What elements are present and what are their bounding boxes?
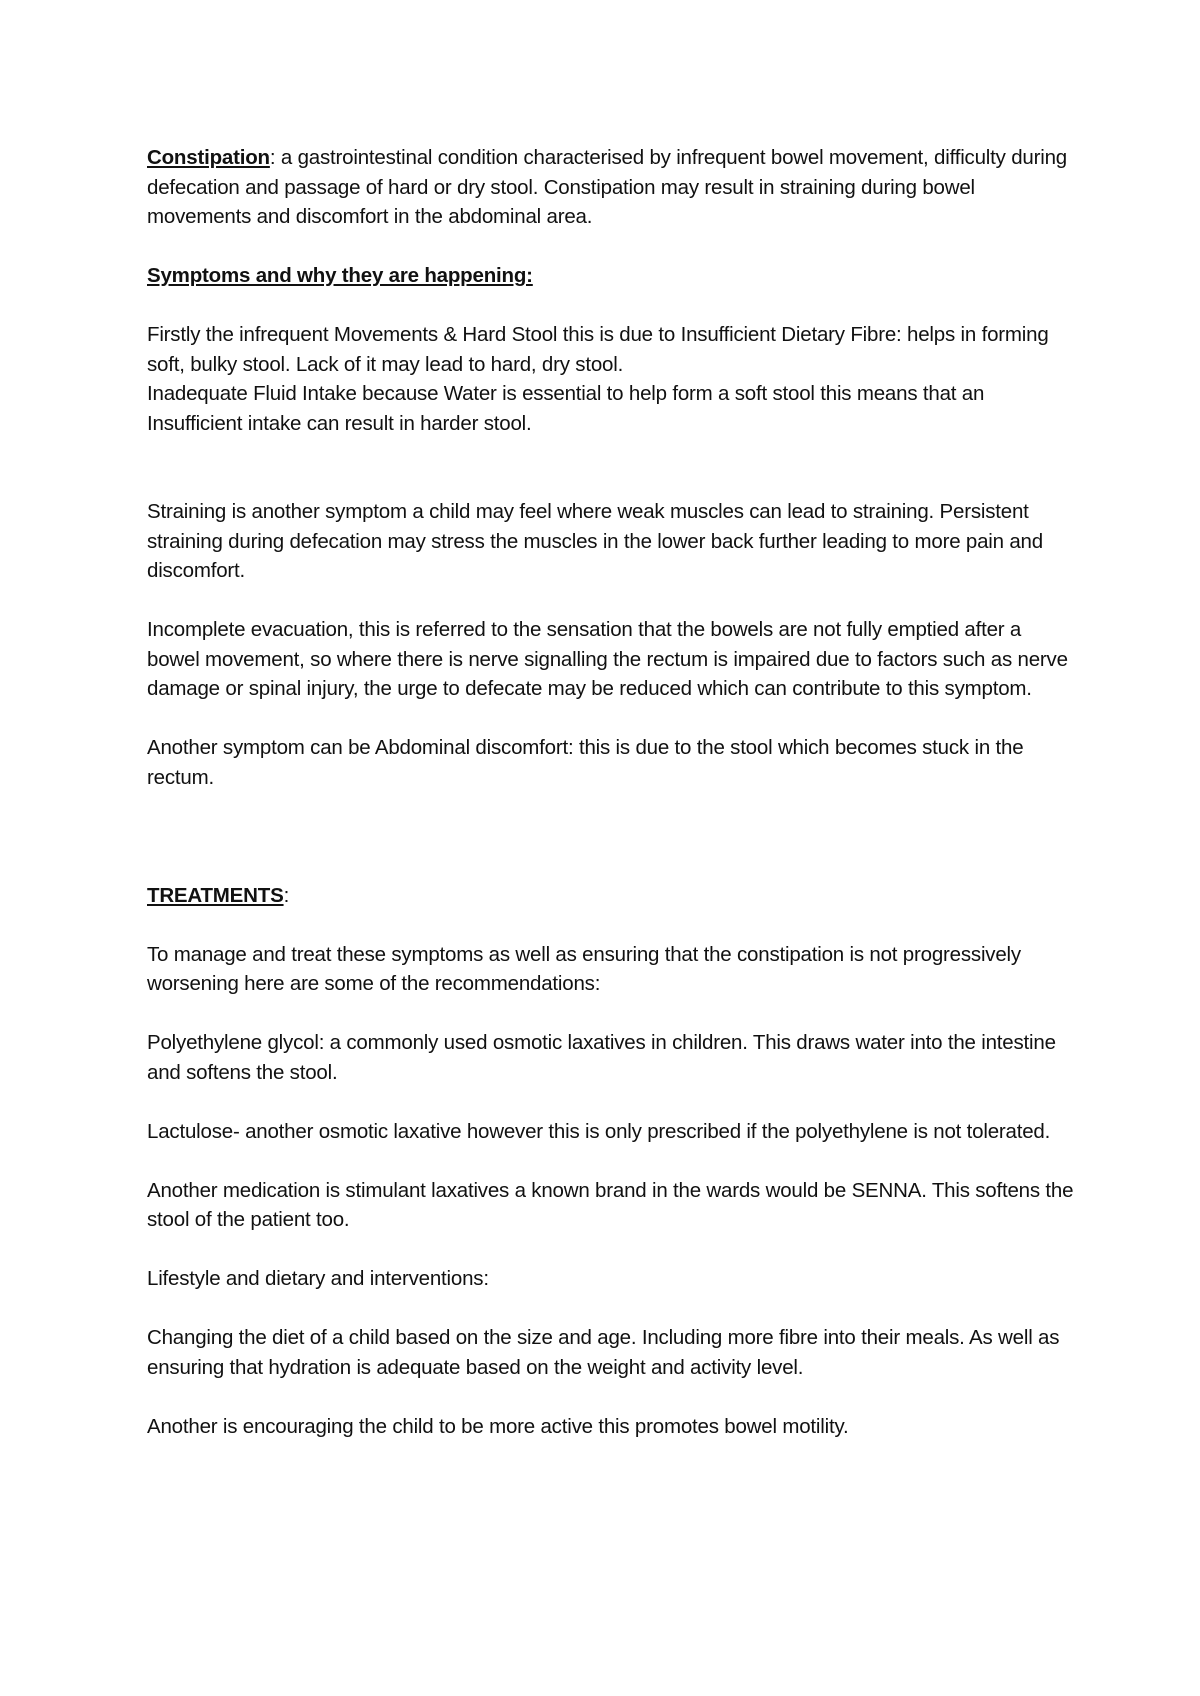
treatments-paragraph-1: To manage and treat these symptoms as well as ensuring that the constipation is not progressively worsening here are some of the recommendations: (147, 942, 1021, 995)
symptoms-heading: Symptoms and why they are happening: (147, 264, 533, 287)
symptoms-paragraph-1-line-1: Firstly the infrequent Movements & Hard Stool this is due to Insufficient Dietary Fibre: helps in forming soft, bulky stool. Lack of it may lead to hard, dry stool. (147, 323, 1049, 376)
treatments-paragraph-3: Lactulose- another osmotic laxative however this is only prescribed if the polyethylene is not tolerated. (147, 1119, 1051, 1143)
treatments-paragraph-7: Another is encouraging the child to be more active this promotes bowel motility. (147, 1414, 849, 1438)
treatments-paragraph-6: Changing the diet of a child based on the size and age. Including more fibre into their meals. As well as ensuring that hydration is adequate based on the weight and activity level. (147, 1326, 1060, 1379)
symptoms-heading-paragraph (147, 261, 1077, 291)
symptoms-paragraph-1 (147, 320, 1077, 438)
treatments-paragraph-5: Lifestyle and dietary and interventions: (147, 1267, 489, 1290)
treatments-paragraph-4: Another medication is stimulant laxatives a known brand in the wards would be SENNA. This softens the stool of the patient too. (147, 1178, 1074, 1231)
constipation-term: Constipation (147, 146, 270, 169)
treatments-heading-colon: : (283, 883, 290, 907)
symptoms-paragraph-2: Straining is another symptom a child may feel where weak muscles can lead to straining. Persistent straining during defecation may stress the muscles in the lower back further leading to more pain and discomfort. (147, 500, 1043, 582)
spacer (147, 822, 1077, 881)
treatments-heading: TREATMENTS (147, 883, 284, 907)
spacer (147, 468, 1077, 498)
treatments-paragraph-2: Polyethylene glycol: a commonly used osmotic laxatives in children. This draws water into the intestine and softens the stool. (147, 1031, 1056, 1084)
document-content (147, 143, 1077, 1471)
constipation-definition: : a gastrointestinal condition characterised by infrequent bowel movement, difficulty during defecation and passage of hard or dry stool. Constipation may result in straining during bowel movements and discomfort in the abdominal area. (147, 146, 1067, 228)
treatments-heading-paragraph (147, 881, 1077, 911)
intro-paragraph (147, 143, 1077, 232)
symptoms-paragraph-4: Another symptom can be Abdominal discomfort: this is due to the stool which becomes stuck in the rectum. (147, 736, 1024, 789)
symptoms-paragraph-1-line-2: Inadequate Fluid Intake because Water is essential to help form a soft stool this means that an Insufficient intake can result in harder stool. (147, 382, 985, 435)
symptoms-paragraph-3: Incomplete evacuation, this is referred to the sensation that the bowels are not fully emptied after a bowel movement, so where there is nerve signalling the rectum is impaired due to factors such as nerve damage or spinal injury, the urge to defecate may be reduced which can contribute to this symptom. (147, 618, 1068, 700)
